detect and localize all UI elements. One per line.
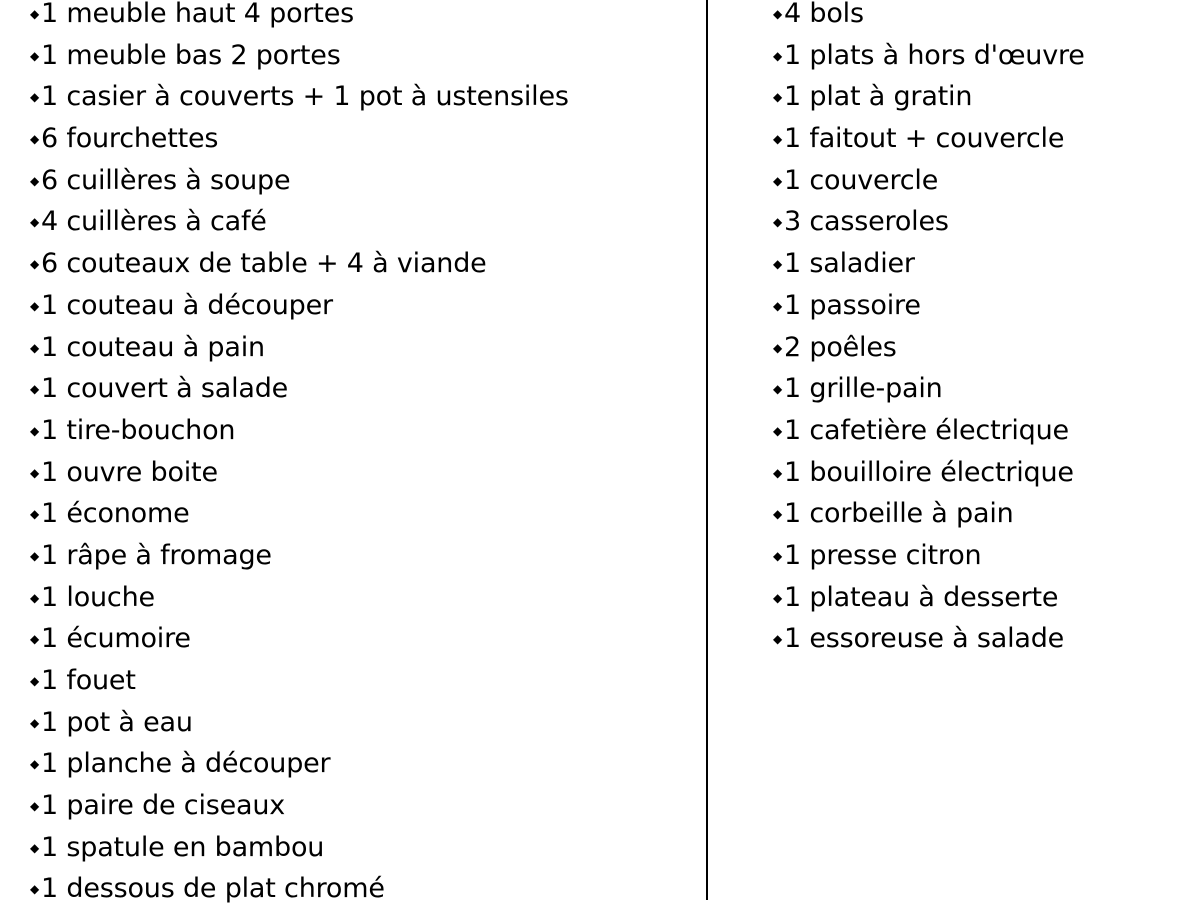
list-item-label: 1 louche [41, 581, 155, 613]
list-item-label: 6 fourchettes [41, 123, 219, 155]
list-item-label: 1 planche à découper [41, 748, 331, 780]
diamond-bullet-icon: ◆ [30, 340, 40, 355]
list-item-label: 1 fouet [41, 665, 136, 696]
inventory-list-left [30, 0, 690, 910]
diamond-bullet-icon: ◆ [30, 548, 40, 563]
list-item-label: 1 faitout + couvercle [784, 123, 1065, 155]
list-item [773, 410, 1193, 452]
inventory-list-right [773, 0, 1193, 660]
diamond-bullet-icon: ◆ [30, 7, 40, 21]
list-item [773, 201, 1193, 243]
list-item [30, 327, 690, 369]
diamond-bullet-icon: ◆ [30, 215, 40, 230]
list-item [30, 35, 690, 77]
list-item [773, 618, 1193, 660]
column-divider [706, 0, 708, 900]
list-item-label: 1 pot à eau [41, 706, 193, 738]
list-item [773, 535, 1193, 577]
diamond-bullet-icon: ◆ [773, 132, 783, 147]
list-item [30, 452, 690, 494]
list-item-label: 1 économe [41, 498, 190, 530]
diamond-bullet-icon: ◆ [30, 382, 40, 397]
list-item [773, 160, 1193, 202]
diamond-bullet-icon: ◆ [773, 257, 783, 272]
diamond-bullet-icon: ◆ [773, 548, 783, 563]
diamond-bullet-icon: ◆ [773, 507, 783, 522]
list-item [30, 0, 690, 35]
list-item [30, 577, 690, 619]
list-item [773, 35, 1193, 77]
list-item-label: 1 presse citron [784, 539, 982, 571]
list-item-label: 1 meuble bas 2 portes [41, 39, 341, 71]
list-item [30, 660, 690, 702]
list-item [30, 743, 690, 785]
list-item [30, 868, 690, 910]
list-item-label: 1 plats à hors d'œuvre [784, 39, 1085, 71]
list-item-label: 1 corbeille à pain [784, 498, 1014, 530]
diamond-bullet-icon: ◆ [773, 90, 783, 105]
list-item-label: 1 ouvre boite [41, 456, 218, 488]
diamond-bullet-icon: ◆ [773, 48, 783, 63]
diamond-bullet-icon: ◆ [30, 632, 40, 647]
list-item-label: 2 poêles [784, 331, 897, 363]
diamond-bullet-icon: ◆ [773, 465, 783, 480]
list-item [30, 285, 690, 327]
list-item [773, 0, 1193, 35]
list-item [30, 160, 690, 202]
diamond-bullet-icon: ◆ [773, 382, 783, 397]
diamond-bullet-icon: ◆ [773, 423, 783, 438]
diamond-bullet-icon: ◆ [773, 590, 783, 605]
diamond-bullet-icon: ◆ [773, 7, 783, 21]
diamond-bullet-icon: ◆ [30, 132, 40, 147]
list-item [30, 702, 690, 744]
diamond-bullet-icon: ◆ [773, 298, 783, 313]
diamond-bullet-icon: ◆ [30, 298, 40, 313]
list-item [773, 452, 1193, 494]
list-item-label: 1 couteau à pain [41, 331, 265, 363]
list-item [30, 618, 690, 660]
list-item-label: 4 bols [784, 0, 864, 29]
list-item [773, 493, 1193, 535]
list-item-label: 1 couteau à découper [41, 289, 333, 321]
list-item [773, 368, 1193, 410]
list-item-label: 1 tire-bouchon [41, 414, 236, 446]
list-item [30, 201, 690, 243]
list-item-label: 1 dessous de plat chromé [41, 873, 385, 905]
diamond-bullet-icon: ◆ [30, 173, 40, 188]
diamond-bullet-icon: ◆ [30, 674, 40, 688]
list-item-label: 1 couvert à salade [41, 373, 289, 405]
list-item [773, 285, 1193, 327]
list-item [773, 577, 1193, 619]
diamond-bullet-icon: ◆ [30, 882, 40, 897]
diamond-bullet-icon: ◆ [773, 215, 783, 230]
diamond-bullet-icon: ◆ [30, 257, 40, 272]
list-item-label: 1 spatule en bambou [41, 831, 325, 863]
list-item-label: 1 passoire [784, 289, 921, 321]
list-item-label: 1 meuble haut 4 portes [41, 0, 354, 29]
diamond-bullet-icon: ◆ [773, 173, 783, 188]
diamond-bullet-icon: ◆ [30, 715, 40, 730]
list-item [773, 76, 1193, 118]
diamond-bullet-icon: ◆ [30, 840, 40, 855]
list-item [30, 493, 690, 535]
list-item [30, 410, 690, 452]
diamond-bullet-icon: ◆ [30, 590, 40, 605]
list-item [30, 243, 690, 285]
list-item-label: 6 couteaux de table + 4 à viande [41, 248, 487, 280]
list-item-label: 6 cuillères à soupe [41, 164, 291, 196]
list-item-label: 1 bouilloire électrique [784, 456, 1074, 488]
list-item-label: 1 râpe à fromage [41, 539, 272, 571]
list-item [30, 118, 690, 160]
list-item-label: 1 écumoire [41, 623, 191, 655]
list-item-label: 1 couvercle [784, 164, 939, 196]
list-item [773, 327, 1193, 369]
list-item-label: 1 paire de ciseaux [41, 790, 286, 822]
list-item [30, 785, 690, 827]
list-item-label: 1 essoreuse à salade [784, 623, 1065, 655]
list-item-label: 1 grille-pain [784, 373, 943, 405]
list-item [773, 243, 1193, 285]
list-item [30, 76, 690, 118]
diamond-bullet-icon: ◆ [30, 799, 40, 814]
diamond-bullet-icon: ◆ [30, 465, 40, 480]
list-item-label: 1 saladier [784, 248, 915, 280]
diamond-bullet-icon: ◆ [30, 48, 40, 63]
list-item-label: 1 cafetière électrique [784, 414, 1069, 446]
list-item-label: 1 plat à gratin [784, 81, 973, 113]
list-item [30, 535, 690, 577]
diamond-bullet-icon: ◆ [773, 632, 783, 647]
list-item [30, 827, 690, 869]
list-item [30, 368, 690, 410]
list-item-label: 3 casseroles [784, 206, 949, 238]
list-item [773, 118, 1193, 160]
diamond-bullet-icon: ◆ [30, 507, 40, 522]
list-item-label: 1 plateau à desserte [784, 581, 1059, 613]
diamond-bullet-icon: ◆ [30, 423, 40, 438]
diamond-bullet-icon: ◆ [773, 340, 783, 355]
diamond-bullet-icon: ◆ [30, 757, 40, 772]
diamond-bullet-icon: ◆ [30, 90, 40, 105]
list-item-label: 1 casier à couverts + 1 pot à ustensiles [41, 81, 569, 113]
list-item-label: 4 cuillères à café [41, 206, 267, 238]
